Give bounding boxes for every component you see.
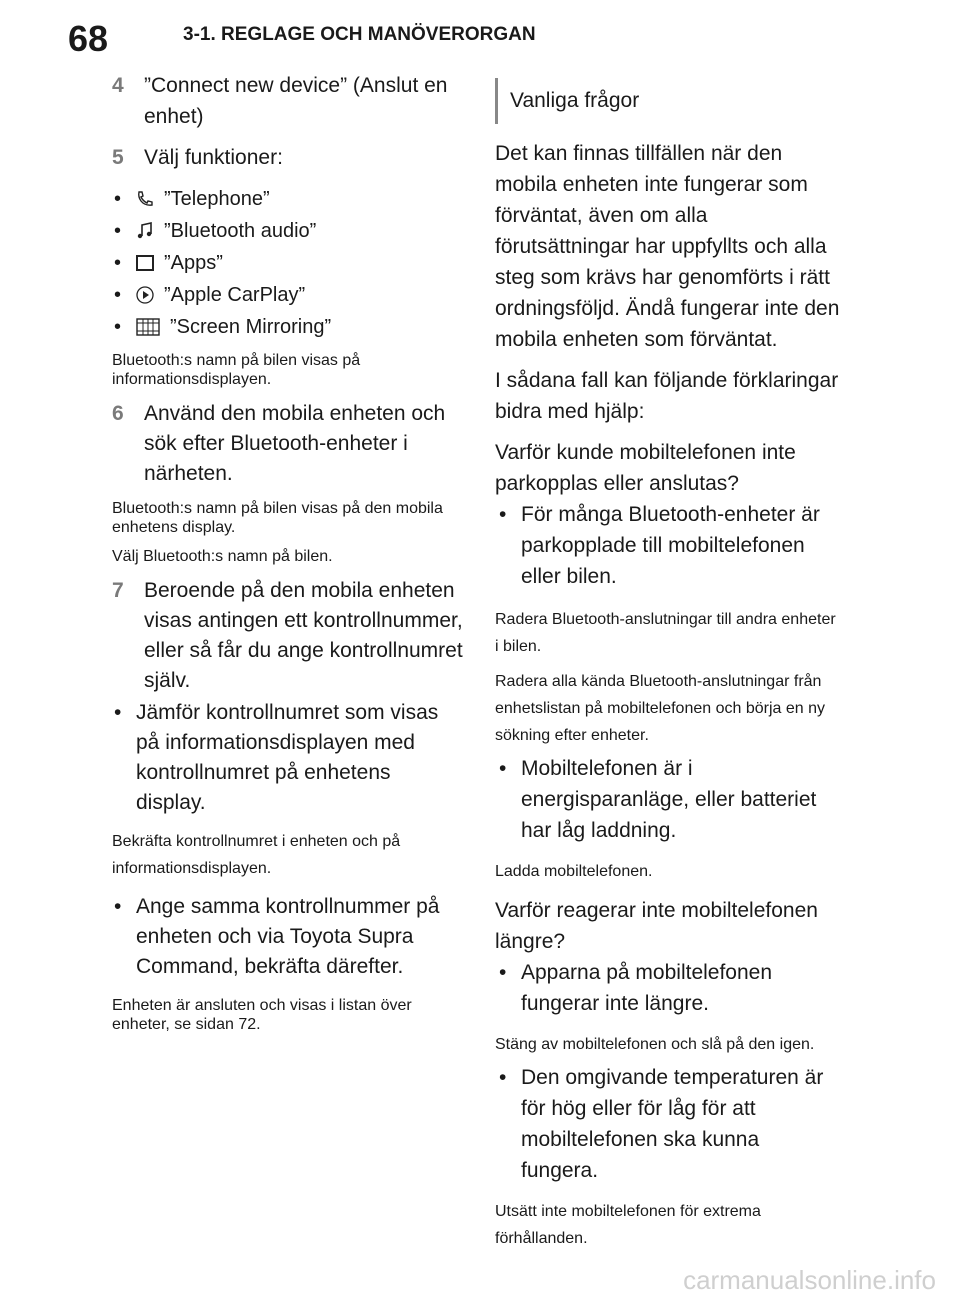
- apps-square-icon: [134, 252, 156, 274]
- note: Bluetooth:s namn på bilen visas på den mobila enhetens display.: [112, 500, 443, 536]
- bullet: •: [114, 316, 122, 338]
- note: Radera alla kända Bluetooth-anslutningar från enhetslistan på mobiltelefonen och börja en ny sökning efter enheter.: [495, 673, 825, 744]
- bullet-item: [112, 698, 464, 818]
- faq-intro-2: I sådana fall kan följande förklaringar bidra med hjälp:: [495, 369, 839, 423]
- note: Ladda mobiltelefonen.: [495, 863, 653, 880]
- carplay-play-icon: [134, 284, 156, 306]
- section-title: 3-1. REGLAGE OCH MANÖVERORGAN: [183, 24, 536, 45]
- page-header: [0, 0, 960, 62]
- step-number: 5: [112, 146, 124, 169]
- step-4: [112, 70, 464, 132]
- bullet: •: [499, 1066, 507, 1089]
- note: Stäng av mobiltelefonen och slå på den igen.: [495, 1036, 815, 1053]
- bullet-item: [495, 957, 840, 1019]
- music-note-icon: [134, 220, 156, 242]
- feature-label: ”Telephone”: [164, 188, 270, 210]
- note: Radera Bluetooth-anslutningar till andra enheter i bilen.: [495, 611, 836, 655]
- step-number: 4: [112, 74, 124, 97]
- bullet-item: [495, 1062, 840, 1186]
- feature-label: ”Apple CarPlay”: [164, 284, 306, 306]
- step-6: [112, 399, 464, 489]
- bullet-item: [495, 499, 840, 592]
- page-number: 68: [68, 18, 109, 59]
- feature-apple-carplay: [112, 279, 464, 311]
- note: Utsätt inte mobiltelefonen för extrema förhållanden.: [495, 1203, 761, 1247]
- bullet-text: Ange samma kontrollnummer på enheten och via Toyota Supra Command, bekräfta därefter.: [136, 895, 440, 978]
- bullet: •: [114, 252, 122, 274]
- bullet-item: [112, 892, 464, 982]
- bullet-text: Mobiltelefonen är i energisparanläge, eller batteriet har låg laddning.: [521, 757, 817, 842]
- note: Bekräfta kontrollnumret i enheten och på informationsdisplayen.: [112, 833, 401, 877]
- left-column: [112, 70, 464, 1044]
- faq-intro: Det kan finnas tillfällen när den mobila enheten inte fungerar som förväntat, även om alla förutsättningar har uppfyllts och alla steg som krävs har genomförts i rätt ordningsföljd. Ändå fungerar inte den mobila enheten som förväntat.: [495, 142, 840, 351]
- right-column: [495, 70, 840, 1256]
- bullet-item: [495, 753, 840, 846]
- feature-label: ”Apps”: [164, 252, 223, 274]
- bullet-text: För många Bluetooth-enheter är parkopplade till mobiltelefonen eller bilen.: [521, 503, 820, 588]
- note: Enheten är ansluten och visas i listan över enheter, se sidan 72.: [112, 997, 412, 1033]
- faq-heading: Vanliga frågor: [495, 78, 840, 124]
- feature-screen-mirroring: [112, 311, 464, 343]
- question-1: Varför kunde mobiltelefonen inte parkopplas eller anslutas?: [495, 441, 796, 495]
- bullet: •: [499, 757, 507, 780]
- screen-mirroring-icon: [134, 316, 162, 338]
- bullet-text: Jämför kontrollnumret som visas på informationsdisplayen med kontrollnumret på enhetens display.: [136, 701, 439, 814]
- step-5: [112, 142, 464, 173]
- note: Bluetooth:s namn på bilen visas på informationsdisplayen.: [112, 352, 361, 388]
- feature-label: ”Screen Mirroring”: [170, 316, 332, 338]
- feature-telephone: [112, 183, 464, 215]
- bullet: •: [499, 961, 507, 984]
- bullet: •: [114, 284, 122, 306]
- feature-apps: [112, 247, 464, 279]
- phone-icon: [134, 188, 156, 210]
- step-text: Använd den mobila enheten och sök efter Bluetooth-enheter i närheten.: [144, 402, 446, 485]
- feature-label: ”Bluetooth audio”: [164, 220, 317, 242]
- question-2: Varför reagerar inte mobiltelefonen längre?: [495, 899, 818, 953]
- step-7: [112, 576, 464, 696]
- step-text: ”Connect new device” (Anslut en enhet): [144, 74, 448, 128]
- bullet: •: [114, 895, 122, 918]
- step-number: 7: [112, 579, 124, 602]
- step-text: Välj funktioner:: [144, 146, 283, 169]
- note: Välj Bluetooth:s namn på bilen.: [112, 548, 333, 565]
- bullet: •: [114, 188, 122, 210]
- watermark: carmanualsonline.info: [683, 1265, 936, 1295]
- bullet: •: [499, 503, 507, 526]
- bullet: •: [114, 701, 122, 724]
- step-number: 6: [112, 402, 124, 425]
- feature-bluetooth-audio: [112, 215, 464, 247]
- step-text: Beroende på den mobila enheten visas antingen ett kontrollnummer, eller så får du ange kontrollnumret själv.: [144, 579, 463, 692]
- bullet-text: Den omgivande temperaturen är för hög eller för låg för att mobiltelefonen ska kunna fungera.: [521, 1066, 824, 1182]
- bullet: •: [114, 220, 122, 242]
- bullet-text: Apparna på mobiltelefonen fungerar inte längre.: [521, 961, 773, 1015]
